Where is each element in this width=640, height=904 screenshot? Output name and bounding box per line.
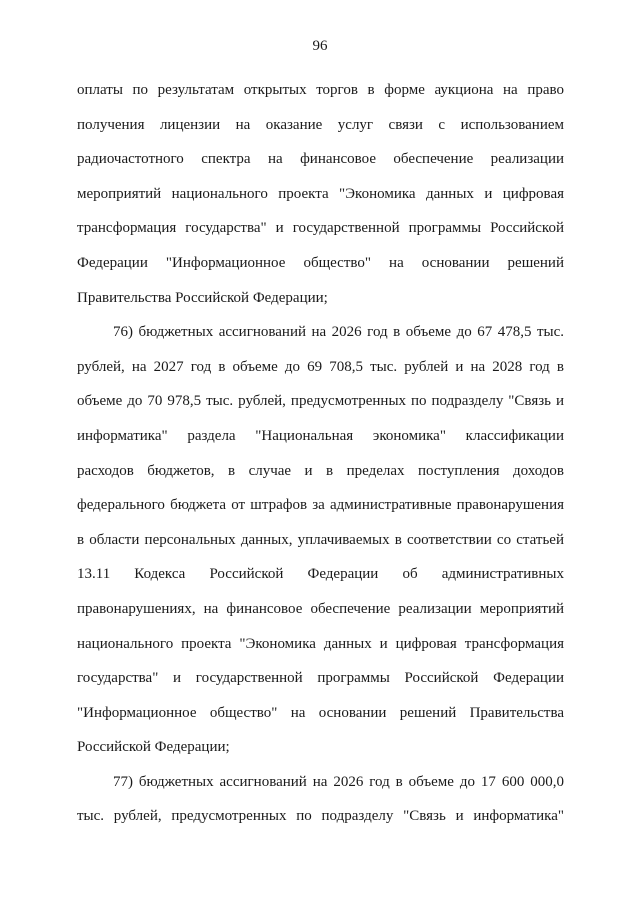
paragraph [77,73,564,315]
text-line: 77) бюджетных ассигнований на 2026 год в объеме до 17 600 000,0 [113,773,564,790]
paragraph [77,315,564,765]
text-line: Федерации "Информационное общество" на основании решений [77,254,564,271]
text-line: Российской Федерации; [77,739,230,756]
text-line: в области персональных данных, уплачиваемых в соответствии со статьей [77,531,564,548]
text-line: 76) бюджетных ассигнований на 2026 год в объеме до 67 478,5 тыс. [113,324,564,341]
paragraph [77,765,564,834]
text-line: мероприятий национального проекта "Экономика данных и цифровая [77,185,564,202]
text-line: федерального бюджета от штрафов за административные правонарушения [77,497,564,514]
page-number: 96 [312,38,328,54]
text-line: объеме до 70 978,5 тыс. рублей, предусмотренных по подразделу "Связь и [77,393,564,410]
text-line: информатика" раздела "Национальная экономика" классификации [77,427,564,444]
text-line: расходов бюджетов, в случае и в пределах поступления доходов [77,462,564,479]
text-line: 13.11 Кодекса Российской Федерации об административных [77,566,564,583]
text-line: получения лицензии на оказание услуг связи с использованием [77,116,564,133]
text-line: рублей, на 2027 год в объеме до 69 708,5 тыс. рублей и на 2028 год в [77,358,564,375]
text-line: государства" и государственной программы Российской Федерации [77,670,564,687]
text-line: оплаты по результатам открытых торгов в форме аукциона на право [77,82,564,98]
text-line: трансформация государства" и государственной программы Российской [77,220,564,237]
text-line: радиочастотного спектра на финансовое обеспечение реализации [77,151,564,168]
text-line: тыс. рублей, предусмотренных по подразделу "Связь и информатика" [77,808,564,825]
text-line: "Информационное общество" на основании решений Правительства [77,704,564,721]
document-body [77,73,564,834]
text-line: Правительства Российской Федерации; [77,289,328,306]
text-line: правонарушениях, на финансовое обеспечение реализации мероприятий [77,600,564,617]
text-line: национального проекта "Экономика данных и цифровая трансформация [77,635,564,652]
